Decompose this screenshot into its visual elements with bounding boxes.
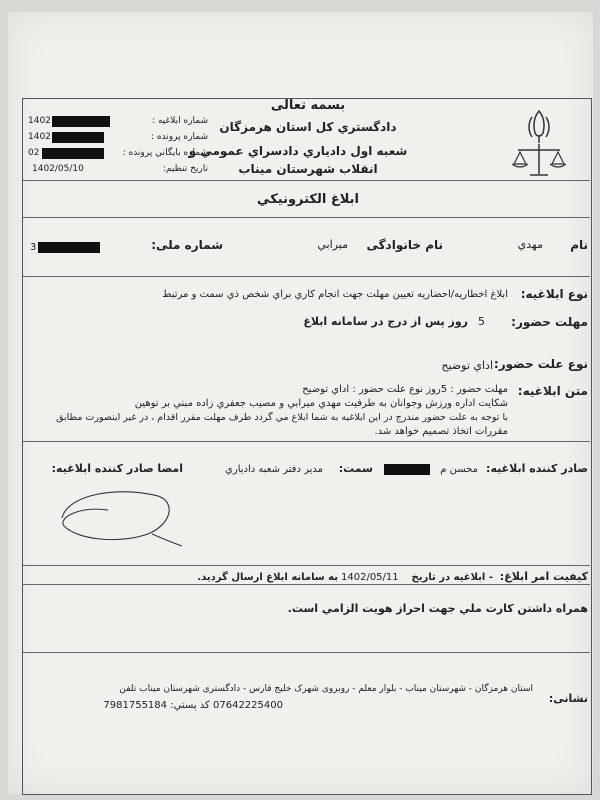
family-value: ميرابي xyxy=(317,238,348,251)
scales-of-justice-icon xyxy=(508,140,570,180)
divider xyxy=(22,565,590,566)
redaction-bar xyxy=(42,148,104,159)
signature-label: امضا صادر كننده ابلاغيه: xyxy=(51,462,183,475)
notice-number-prefix: 1402 xyxy=(28,116,51,126)
phone-postal-line: 07642225400 كد پستي: 7981755184 xyxy=(103,700,283,711)
name-label: نام xyxy=(570,238,588,252)
deadline-text: روز پس از درج در سامانه ابلاغ xyxy=(303,315,468,328)
redaction-bar xyxy=(52,132,104,143)
branch-line-1: شعبه اول دادياري دادسراي عمومي و xyxy=(188,144,408,158)
notice-type-label: نوع ابلاغیه: xyxy=(520,287,588,301)
document-page xyxy=(8,12,593,794)
scales-of-justice xyxy=(508,140,570,180)
notice-number-label: شماره ابلاغيه : xyxy=(152,116,208,126)
divider xyxy=(22,584,590,585)
archive-number-prefix: 02 xyxy=(28,148,40,158)
redaction-bar xyxy=(52,116,110,127)
redaction-bar xyxy=(38,242,100,253)
deadline-number: 5 xyxy=(478,315,485,328)
deadline-label: مهلت حضور: xyxy=(511,315,588,329)
delivery-method-value: - ابلاغيه در تاريخ xyxy=(411,572,493,583)
signature xyxy=(48,482,188,552)
issuer-label: صادر كننده ابلاغيه: xyxy=(486,462,588,475)
name-value: مهدي xyxy=(517,238,543,251)
national-id-label: شماره ملی: xyxy=(151,238,223,252)
role-label: سمت: xyxy=(338,462,373,475)
body-line: شكايت اداره ورزش وجوانان به طرفيت مهدي ميرابي و مصيب جعفري زاده مبني بر توهين xyxy=(134,398,508,409)
body-line: مهلت حضور : 5روز نوع علت حضور : اداي توضيح xyxy=(302,384,508,395)
reason-label: نوع علت حضور: xyxy=(493,357,588,371)
divider xyxy=(22,217,590,218)
address-value: استان هرمزگان - شهرستان ميناب - بلوار معلم - روبروی شهرک خلیج فارس - دادگستري شهرستان ميناب تلفن xyxy=(119,684,533,694)
national-id-prefix: 3 xyxy=(30,242,37,253)
case-number-prefix: 1402 xyxy=(28,132,51,142)
case-number-label: شماره پرونده : xyxy=(150,132,208,142)
delivery-date: 1402/05/11 xyxy=(341,572,399,583)
handwritten-signature xyxy=(48,482,188,552)
date-value: 1402/05/10 xyxy=(32,164,84,174)
date-label: تاريخ تنظيم: xyxy=(162,164,208,174)
reason-value: اداي توضيح xyxy=(441,359,493,372)
document-title: ابلاغ الكترونيكي xyxy=(257,192,359,207)
bismillah: بسمه تعالی xyxy=(270,98,346,113)
issuer-value: محسن م xyxy=(440,464,478,475)
notice-type-value: ابلاغ اخطاريه/احضاريه تعيين مهلت جهت انجام كاري براي شخص ذي سمت و مرتبط xyxy=(162,289,508,300)
delivery-tail: به سامانه ابلاغ ارسال گرديد. xyxy=(197,572,338,583)
divider xyxy=(22,180,590,181)
court-name: دادگستري كل استان هرمزگان xyxy=(219,120,397,134)
branch-line-2: انقلاب شهرستان ميناب xyxy=(238,162,378,176)
role-value: مدير دفتر شعبه دادياري xyxy=(225,464,323,475)
divider xyxy=(22,276,590,277)
archive-number-label: شماره بايگاني پرونده : xyxy=(122,148,208,158)
family-label: نام خانوادگی xyxy=(366,238,443,252)
body-line: با توجه به علت حضور مندرج در اين ابلاغيه به شما ابلاغ مي گردد طرف مهلت مقرر اقدام ، در غير اينصورت مطابق xyxy=(56,412,508,423)
divider xyxy=(22,441,590,442)
divider xyxy=(22,652,590,653)
id-card-note: همراه داشتن كارت ملي جهت احراز هويت الزامي است. xyxy=(287,602,588,615)
delivery-method-label: كيفيت امر ابلاغ: xyxy=(499,570,588,583)
body-label: متن ابلاغيه: xyxy=(517,384,588,398)
body-line: مقررات اتخاذ تصميم خواهد شد. xyxy=(374,426,508,437)
redaction-bar xyxy=(384,464,430,475)
address-label: نشانی: xyxy=(548,692,588,705)
